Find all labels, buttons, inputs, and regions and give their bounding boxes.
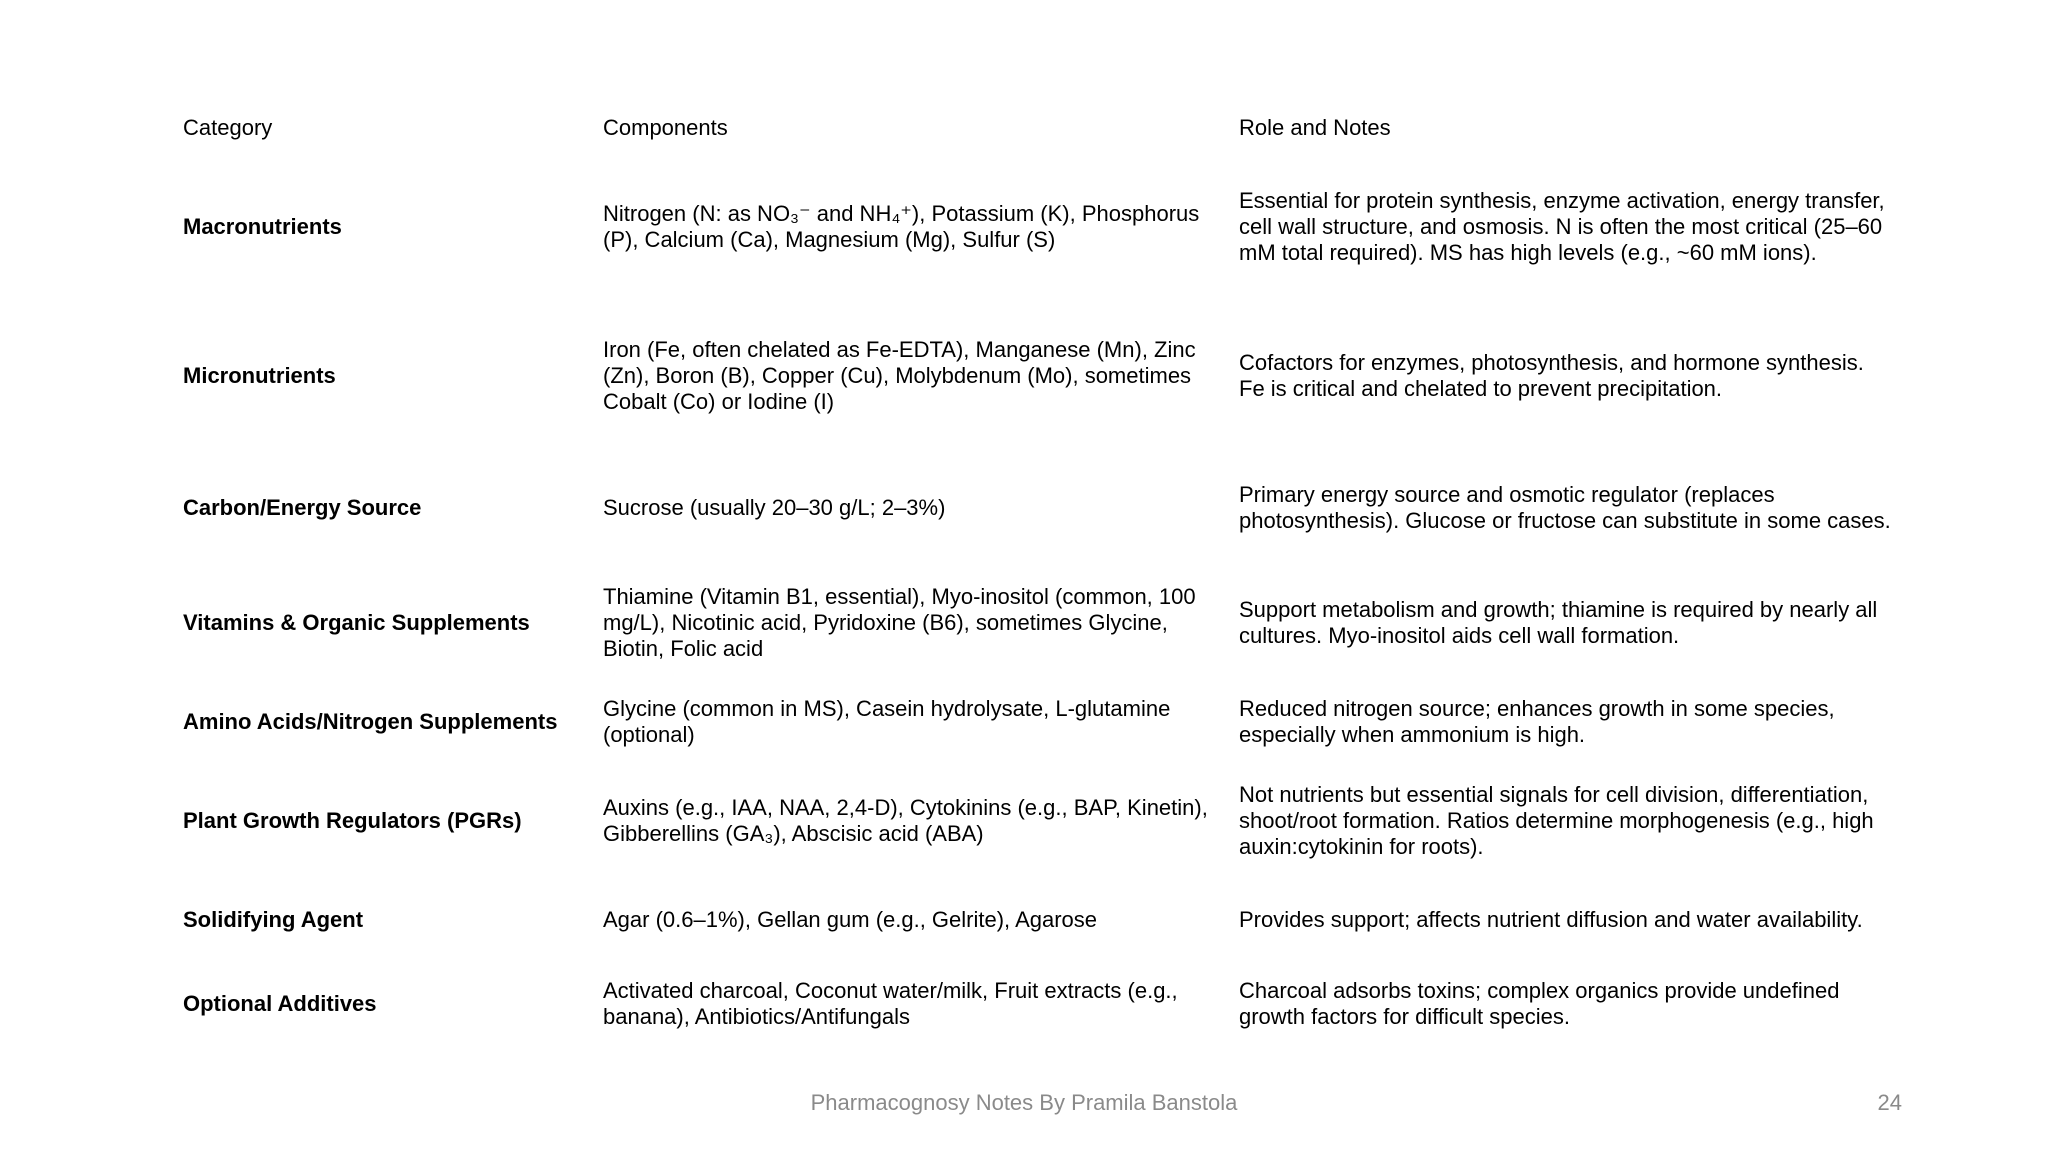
- row-components: Glycine (common in MS), Casein hydrolysate, L-glutamine (optional): [603, 696, 1171, 747]
- row-category: Amino Acids/Nitrogen Supplements: [183, 709, 558, 734]
- row-role-notes: Primary energy source and osmotic regulator (replaces photosynthesis). Glucose or fructose can substitute in some cases.: [1239, 482, 1891, 533]
- row-category: Plant Growth Regulators (PGRs): [183, 808, 522, 833]
- table-row: [183, 680, 1903, 764]
- row-role-notes: Provides support; affects nutrient diffusion and water availability.: [1239, 907, 1863, 932]
- row-components: Activated charcoal, Coconut water/milk, Fruit extracts (e.g., banana), Antibiotics/Antifungals: [603, 978, 1178, 1029]
- table-row: [183, 962, 1903, 1046]
- row-role-notes: Reduced nitrogen source; enhances growth in some species, especially when ammonium is high.: [1239, 696, 1835, 747]
- row-category: Carbon/Energy Source: [183, 495, 422, 520]
- table-row: [183, 152, 1903, 302]
- culture-media-components-table: [183, 104, 1903, 1046]
- row-components: Agar (0.6–1%), Gellan gum (e.g., Gelrite), Agarose: [603, 907, 1098, 932]
- table-row: [183, 566, 1903, 680]
- table-row: [183, 302, 1903, 450]
- header-category: Category: [183, 115, 273, 140]
- row-components: Sucrose (usually 20–30 g/L; 2–3%): [603, 495, 946, 520]
- row-role-notes: Cofactors for enzymes, photosynthesis, and hormone synthesis. Fe is critical and chelated to prevent precipitation.: [1239, 350, 1864, 401]
- footer-author-note: Pharmacognosy Notes By Pramila Banstola: [810, 1090, 1238, 1115]
- row-category: Macronutrients: [183, 214, 342, 239]
- table-row: [183, 450, 1903, 566]
- row-components: Iron (Fe, often chelated as Fe-EDTA), Manganese (Mn), Zinc (Zn), Boron (B), Copper (Cu), Molybdenum (Mo), sometimes Cobalt (Co) or Iodine (I): [603, 337, 1196, 414]
- row-category: Vitamins & Organic Supplements: [183, 610, 530, 635]
- header-role-notes: Role and Notes: [1239, 115, 1391, 140]
- row-category: Optional Additives: [183, 991, 377, 1016]
- row-components: Thiamine (Vitamin B1, essential), Myo-inositol (common, 100 mg/L), Nicotinic acid, Pyridoxine (B6), sometimes Glycine, Biotin, Folic acid: [603, 584, 1196, 661]
- row-category: Solidifying Agent: [183, 907, 364, 932]
- row-category: Micronutrients: [183, 363, 336, 388]
- row-role-notes: Essential for protein synthesis, enzyme activation, energy transfer, cell wall structure, and osmosis. N is often the most critical (25–60 mM total required). MS has high levels (e.g., ~60 mM ions).: [1239, 188, 1885, 265]
- table-header-row: [183, 104, 1903, 152]
- row-components: Nitrogen (N: as NO₃⁻ and NH₄⁺), Potassium (K), Phosphorus (P), Calcium (Ca), Magnesium (Mg), Sulfur (S): [603, 201, 1200, 252]
- row-role-notes: Not nutrients but essential signals for cell division, differentiation, shoot/root formation. Ratios determine morphogenesis (e.g., high auxin:cytokinin for roots).: [1239, 782, 1874, 859]
- table-row: [183, 878, 1903, 962]
- row-components: Auxins (e.g., IAA, NAA, 2,4-D), Cytokinins (e.g., BAP, Kinetin), Gibberellins (GA₃), Abscisic acid (ABA): [603, 795, 1208, 846]
- row-role-notes: Support metabolism and growth; thiamine is required by nearly all cultures. Myo-inositol aids cell wall formation.: [1239, 597, 1878, 648]
- table-row: [183, 764, 1903, 878]
- page-number: 24: [1877, 1090, 1902, 1115]
- row-role-notes: Charcoal adsorbs toxins; complex organics provide undefined growth factors for difficult species.: [1239, 978, 1840, 1029]
- header-components: Components: [603, 115, 728, 140]
